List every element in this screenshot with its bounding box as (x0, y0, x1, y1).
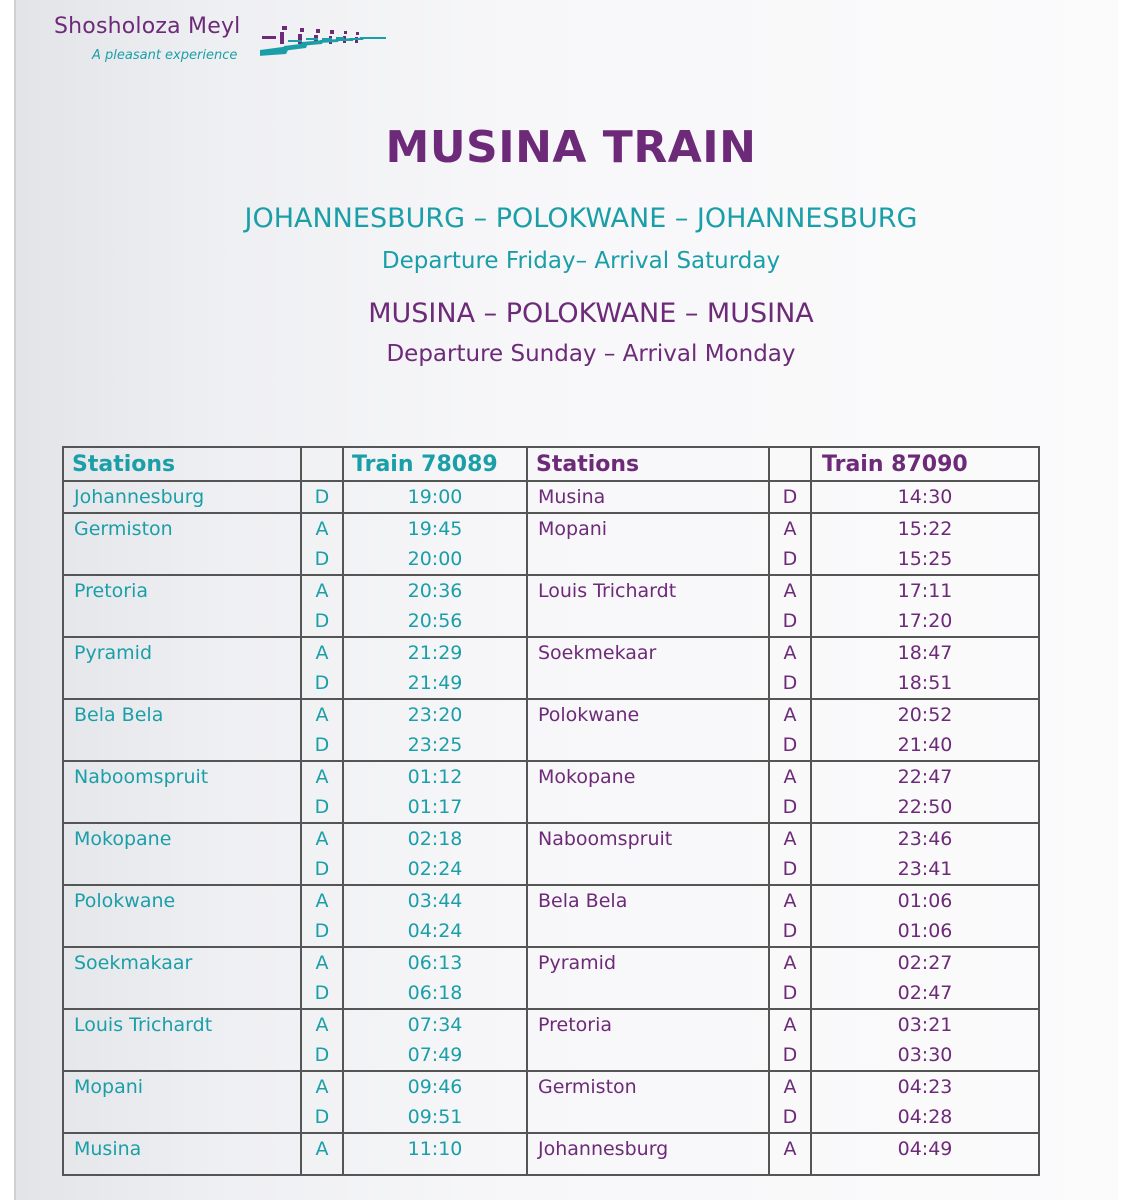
arr-dep-right: A (769, 885, 811, 916)
arr-dep-left: A (301, 637, 343, 668)
station-left (63, 1102, 301, 1133)
table-row (63, 481, 1039, 513)
arr-dep-right: D (769, 854, 811, 885)
station-right: Pyramid (527, 947, 769, 978)
arr-dep-right: A (769, 699, 811, 730)
time-right: 23:46 (811, 823, 1039, 854)
arr-dep-right: D (769, 730, 811, 761)
header-ad-right (769, 447, 811, 481)
station-left (63, 1040, 301, 1071)
time-right: 03:30 (811, 1040, 1039, 1071)
station-left (63, 668, 301, 699)
arr-dep-left: A (301, 947, 343, 978)
time-right: 04:28 (811, 1102, 1039, 1133)
arr-dep-right: A (769, 947, 811, 978)
station-right (527, 730, 769, 761)
station-right: Germiston (527, 1071, 769, 1102)
arr-dep-right: D (769, 544, 811, 575)
station-right (527, 978, 769, 1009)
time-left: 20:00 (343, 544, 527, 575)
timetable (62, 446, 1040, 1176)
arr-dep-left: D (301, 481, 343, 513)
time-left: 19:00 (343, 481, 527, 513)
arr-dep-right: D (769, 916, 811, 947)
arr-dep-left: D (301, 668, 343, 699)
time-left: 21:49 (343, 668, 527, 699)
station-right: Louis Trichardt (527, 575, 769, 606)
time-right: 23:41 (811, 854, 1039, 885)
time-left: 06:18 (343, 978, 527, 1009)
arr-dep-left: D (301, 730, 343, 761)
time-right: 17:20 (811, 606, 1039, 637)
station-right (527, 668, 769, 699)
station-right: Polokwane (527, 699, 769, 730)
station-right (527, 1040, 769, 1071)
time-left: 06:13 (343, 947, 527, 978)
arr-dep-right: D (769, 606, 811, 637)
arr-dep-right: A (769, 1133, 811, 1175)
arr-dep-left: A (301, 1133, 343, 1175)
station-right: Johannesburg (527, 1133, 769, 1175)
time-left: 07:34 (343, 1009, 527, 1040)
station-right (527, 544, 769, 575)
station-left: Mopani (63, 1071, 301, 1102)
station-left (63, 730, 301, 761)
arr-dep-left: D (301, 1040, 343, 1071)
time-left: 01:12 (343, 761, 527, 792)
station-right: Mopani (527, 513, 769, 544)
timetable-header-row (63, 447, 1039, 481)
time-right: 04:49 (811, 1133, 1039, 1175)
table-row (63, 699, 1039, 730)
time-right: 17:11 (811, 575, 1039, 606)
page-title: MUSINA TRAIN (385, 122, 757, 173)
station-left: Pyramid (63, 637, 301, 668)
table-row (63, 637, 1039, 668)
arr-dep-left: A (301, 761, 343, 792)
arr-dep-left: D (301, 916, 343, 947)
arr-dep-left: D (301, 978, 343, 1009)
time-left: 02:18 (343, 823, 527, 854)
header-stations-left: Stations (63, 447, 301, 481)
station-left (63, 792, 301, 823)
time-right: 01:06 (811, 885, 1039, 916)
header-train-78089: Train 78089 (343, 447, 527, 481)
time-left: 20:36 (343, 575, 527, 606)
table-row (63, 947, 1039, 978)
station-right: Musina (527, 481, 769, 513)
time-left: 09:51 (343, 1102, 527, 1133)
table-row (63, 761, 1039, 792)
station-left (63, 978, 301, 1009)
route-1-days: Departure Friday– Arrival Saturday (381, 248, 781, 274)
station-left: Musina (63, 1133, 301, 1175)
table-row (63, 823, 1039, 854)
arr-dep-left: D (301, 544, 343, 575)
time-right: 18:47 (811, 637, 1039, 668)
time-right: 04:23 (811, 1071, 1039, 1102)
station-right: Mokopane (527, 761, 769, 792)
arr-dep-left: A (301, 885, 343, 916)
station-left (63, 606, 301, 637)
route-2: MUSINA – POLOKWANE – MUSINA (368, 298, 814, 329)
table-row (63, 606, 1039, 637)
station-right (527, 606, 769, 637)
arr-dep-left: A (301, 575, 343, 606)
time-left: 23:20 (343, 699, 527, 730)
header-ad-left (301, 447, 343, 481)
station-right (527, 916, 769, 947)
arr-dep-right: A (769, 761, 811, 792)
arr-dep-left: A (301, 513, 343, 544)
time-left: 01:17 (343, 792, 527, 823)
station-right: Naboomspruit (527, 823, 769, 854)
station-left: Louis Trichardt (63, 1009, 301, 1040)
arr-dep-right: A (769, 637, 811, 668)
logo-name: Shosholoza Meyl (54, 14, 241, 39)
table-row (63, 916, 1039, 947)
arr-dep-left: A (301, 823, 343, 854)
table-row (63, 1040, 1039, 1071)
station-left: Pretoria (63, 575, 301, 606)
time-left: 23:25 (343, 730, 527, 761)
time-left: 02:24 (343, 854, 527, 885)
time-left: 21:29 (343, 637, 527, 668)
station-right (527, 792, 769, 823)
station-left: Bela Bela (63, 699, 301, 730)
station-left: Naboomspruit (63, 761, 301, 792)
arr-dep-left: A (301, 1071, 343, 1102)
document-page (14, 0, 1118, 1200)
table-row (63, 575, 1039, 606)
station-left: Soekmakaar (63, 947, 301, 978)
arr-dep-right: A (769, 513, 811, 544)
station-right (527, 854, 769, 885)
time-left: 11:10 (343, 1133, 527, 1175)
table-row (63, 854, 1039, 885)
logo-tagline: A pleasant experience (92, 48, 238, 63)
time-left: 04:24 (343, 916, 527, 947)
station-left: Mokopane (63, 823, 301, 854)
arr-dep-right: D (769, 792, 811, 823)
time-right: 20:52 (811, 699, 1039, 730)
time-left: 07:49 (343, 1040, 527, 1071)
station-right: Bela Bela (527, 885, 769, 916)
station-left (63, 854, 301, 885)
time-left: 20:56 (343, 606, 527, 637)
arr-dep-left: A (301, 1009, 343, 1040)
arr-dep-right: D (769, 1040, 811, 1071)
time-right: 03:21 (811, 1009, 1039, 1040)
table-row (63, 668, 1039, 699)
arr-dep-right: D (769, 668, 811, 699)
route-2-days: Departure Sunday – Arrival Monday (386, 341, 796, 367)
time-right: 18:51 (811, 668, 1039, 699)
time-left: 19:45 (343, 513, 527, 544)
arr-dep-left: D (301, 1102, 343, 1133)
table-row (63, 730, 1039, 761)
time-right: 22:47 (811, 761, 1039, 792)
time-left: 03:44 (343, 885, 527, 916)
station-left: Polokwane (63, 885, 301, 916)
station-left (63, 544, 301, 575)
arr-dep-right: A (769, 823, 811, 854)
station-left (63, 916, 301, 947)
route-1: JOHANNESBURG – POLOKWANE – JOHANNESBURG (244, 203, 918, 234)
header-stations-right: Stations (527, 447, 769, 481)
table-row (63, 544, 1039, 575)
arr-dep-right: A (769, 1009, 811, 1040)
table-row (63, 978, 1039, 1009)
arr-dep-right: D (769, 978, 811, 1009)
header-train-87090: Train 87090 (811, 447, 1039, 481)
time-right: 22:50 (811, 792, 1039, 823)
train-logo-icon (260, 20, 390, 64)
arr-dep-left: D (301, 606, 343, 637)
arr-dep-left: D (301, 854, 343, 885)
timetable-body (63, 481, 1039, 1175)
table-row (63, 885, 1039, 916)
table-row (63, 792, 1039, 823)
time-right: 15:25 (811, 544, 1039, 575)
time-right: 01:06 (811, 916, 1039, 947)
station-left: Johannesburg (63, 481, 301, 513)
station-right: Soekmekaar (527, 637, 769, 668)
arr-dep-right: D (769, 481, 811, 513)
time-right: 02:27 (811, 947, 1039, 978)
arr-dep-left: D (301, 792, 343, 823)
station-left: Germiston (63, 513, 301, 544)
time-right: 02:47 (811, 978, 1039, 1009)
time-right: 14:30 (811, 481, 1039, 513)
table-row (63, 513, 1039, 544)
table-row (63, 1071, 1039, 1102)
time-left: 09:46 (343, 1071, 527, 1102)
station-right: Pretoria (527, 1009, 769, 1040)
table-row (63, 1102, 1039, 1133)
arr-dep-right: D (769, 1102, 811, 1133)
time-right: 15:22 (811, 513, 1039, 544)
table-row (63, 1133, 1039, 1175)
table-row (63, 1009, 1039, 1040)
arr-dep-right: A (769, 575, 811, 606)
arr-dep-left: A (301, 699, 343, 730)
time-right: 21:40 (811, 730, 1039, 761)
station-right (527, 1102, 769, 1133)
arr-dep-right: A (769, 1071, 811, 1102)
